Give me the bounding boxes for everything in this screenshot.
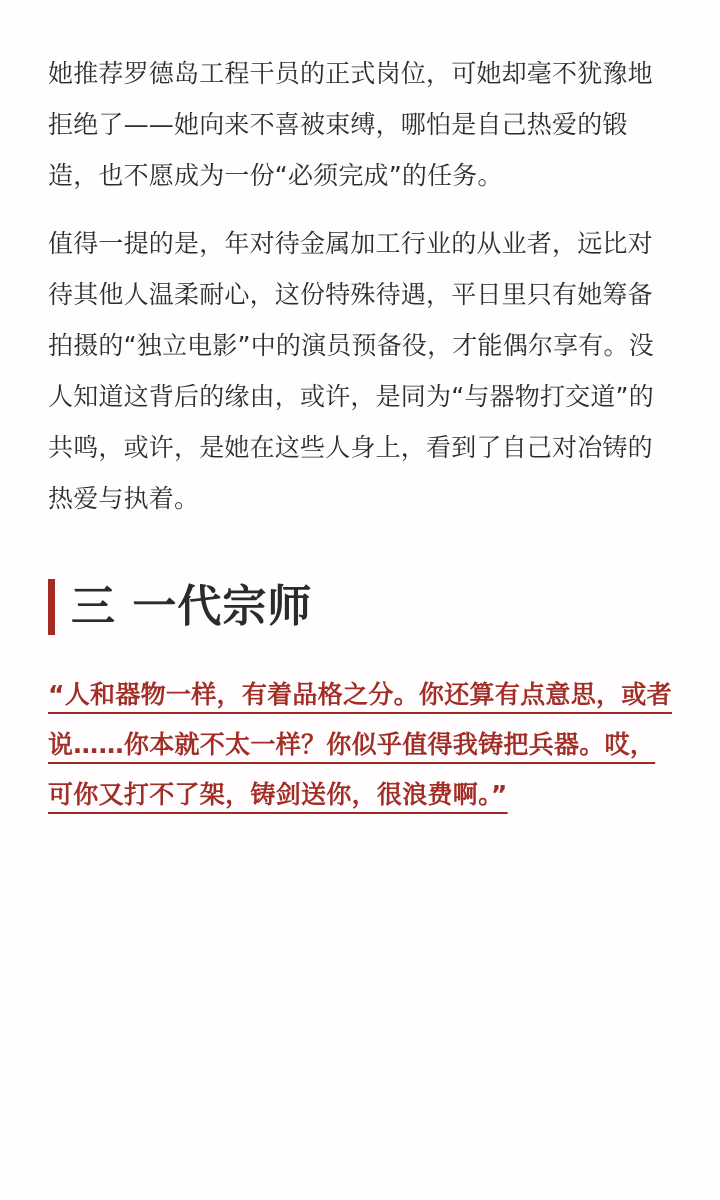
section-heading [48,578,672,636]
quote-text: “人和器物一样，有着品格之分。你还算有点意思，或者说……你本就不太一样？你似乎值得我铸把兵器。哎，可你又打不了架，铸剑送你，很浪费啊。” [48,680,672,809]
paragraph-1: 她推荐罗德岛工程干员的正式岗位，可她却毫不犹豫地拒绝了——她向来不喜被束缚，哪怕是自己热爱的锻造，也不愿成为一份“必须完成”的任务。 [48,59,653,190]
section-accent-bar [48,579,55,635]
paragraph-2: 值得一提的是，年对待金属加工行业的从业者，远比对待其他人温柔耐心，这份特殊待遇，平日里只有她筹备拍摄的“独立电影”中的演员预备役，才能偶尔享有。没人知道这背后的缘由，或许，是同为“与器物打交道”的共鸣，或许，是她在这些人身上，看到了自己对冶铸的热爱与执着。 [48,229,654,513]
section-title: 三 一代宗师 [71,581,313,632]
quote-block [48,670,672,820]
